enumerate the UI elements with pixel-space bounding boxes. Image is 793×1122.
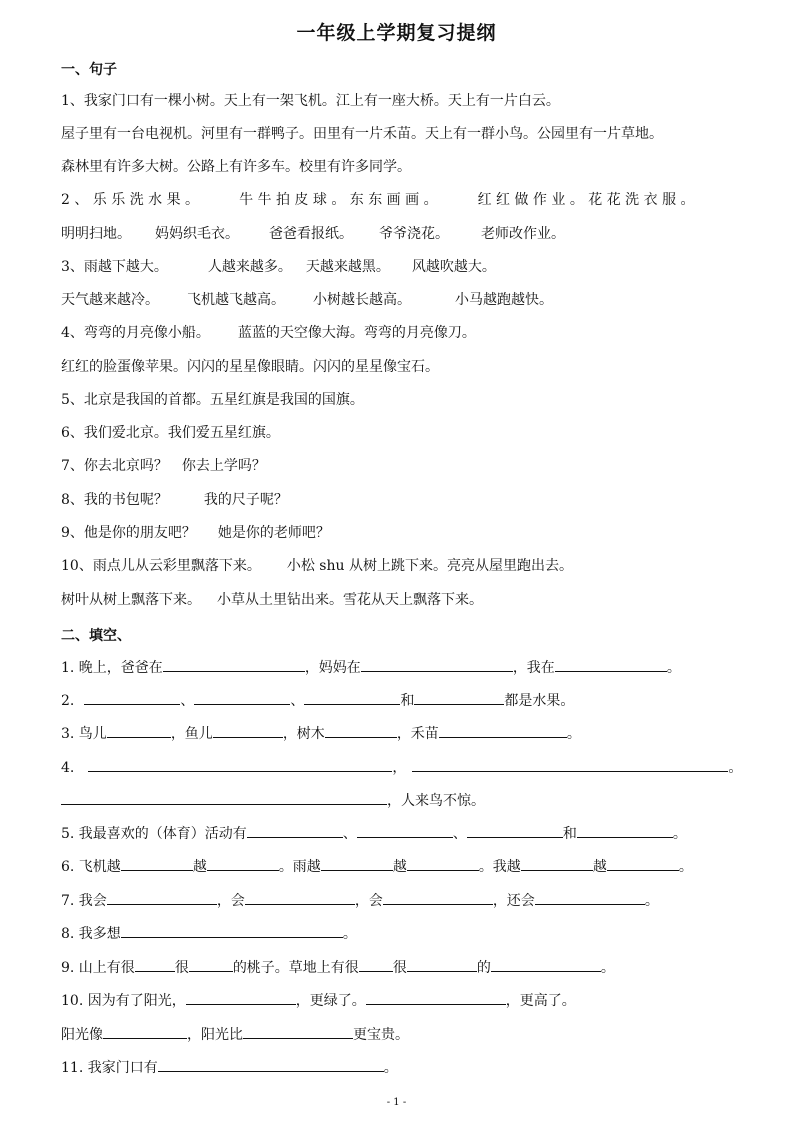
sentence-line: 屋子里有一台电视机。河里有一群鸭子。田里有一片禾苗。天上有一群小鸟。公园里有一片草地。 <box>61 126 663 142</box>
sentence-line: 10、雨点儿从云彩里飘落下来。 小松 shu 从树上跳下来。亮亮从屋里跑出去。 <box>61 558 573 574</box>
sentence-line: 7、你去北京吗？ 你去上学吗？ <box>61 458 266 474</box>
section-heading-fill-in: 二、填空、 <box>61 628 131 644</box>
answer-blank[interactable] <box>412 758 728 772</box>
answer-blank[interactable] <box>555 658 667 672</box>
answer-blank[interactable] <box>439 724 567 738</box>
answer-blank[interactable] <box>135 958 175 972</box>
page-number: - 1 - <box>386 1097 407 1108</box>
sentence-line: 5、北京是我国的首都。五星红旗是我国的国旗。 <box>61 392 364 408</box>
answer-blank[interactable] <box>414 691 504 705</box>
answer-blank[interactable] <box>103 1025 187 1039</box>
answer-blank[interactable] <box>107 724 171 738</box>
sentence-line: 森林里有许多大树。公路上有许多车。校里有许多同学。 <box>61 159 411 175</box>
sentence-line: 3、雨越下越大。 人越来越多。 天越来越黑。 风越吹越大。 <box>61 259 496 275</box>
answer-blank[interactable] <box>213 724 283 738</box>
fill-in-question: 4. ， 。 <box>61 760 743 776</box>
answer-blank[interactable] <box>325 724 397 738</box>
answer-blank[interactable] <box>121 924 343 938</box>
sentence-line: 6、我们爱北京。我们爱五星红旗。 <box>61 425 280 441</box>
answer-blank[interactable] <box>321 857 393 871</box>
answer-blank[interactable] <box>366 991 506 1005</box>
fill-in-question: 阳光像 ，阳光比 更宝贵。 <box>61 1027 409 1043</box>
sentence-line: 1、我家门口有一棵小树。天上有一架飞机。江上有一座大桥。天上有一片白云。 <box>61 93 560 109</box>
fill-in-question: 10. 因为有了阳光， ，更绿了。 ，更高了。 <box>61 993 576 1009</box>
answer-blank[interactable] <box>245 891 355 905</box>
fill-in-question: 6. 飞机越 越 。雨越 越 。我越 越 。 <box>61 859 693 875</box>
answer-blank[interactable] <box>88 758 392 772</box>
sentence-line: 8、我的书包呢？ 我的尺子呢？ <box>61 492 288 508</box>
section-heading-sentences: 一、句子 <box>61 62 117 78</box>
answer-blank[interactable] <box>121 857 193 871</box>
answer-blank[interactable] <box>521 857 593 871</box>
answer-blank[interactable] <box>304 691 400 705</box>
answer-blank[interactable] <box>383 891 493 905</box>
answer-blank[interactable] <box>158 1058 384 1072</box>
answer-blank[interactable] <box>407 958 477 972</box>
sentence-line: 明明扫地。 妈妈织毛衣。 爸爸看报纸。 爷爷浇花。 老师改作业。 <box>61 226 565 242</box>
sentence-line: 4、弯弯的月亮像小船。 蓝蓝的天空像大海。弯弯的月亮像刀。 <box>61 325 476 341</box>
answer-blank[interactable] <box>84 691 180 705</box>
answer-blank[interactable] <box>359 958 393 972</box>
sentence-line: 红红的脸蛋像苹果。闪闪的星星像眼睛。闪闪的星星像宝石。 <box>61 359 439 375</box>
answer-blank[interactable] <box>194 691 290 705</box>
fill-in-question: 1. 晚上，爸爸在 ，妈妈在 ，我在 。 <box>61 660 681 676</box>
answer-blank[interactable] <box>577 824 673 838</box>
fill-in-question: 9. 山上有很 很 的桃子。草地上有很 很 的 。 <box>61 960 615 976</box>
answer-blank[interactable] <box>207 857 279 871</box>
fill-in-question: ，人来鸟不惊。 <box>61 791 751 810</box>
fill-in-question: 7. 我会 ，会 ，会 ，还会 。 <box>61 893 659 909</box>
answer-blank[interactable] <box>607 857 679 871</box>
answer-blank[interactable] <box>467 824 563 838</box>
sentence-line: 9、他是你的朋友吧？ 她是你的老师吧？ <box>61 525 330 541</box>
answer-blank[interactable] <box>247 824 343 838</box>
answer-blank[interactable] <box>535 891 645 905</box>
fill-in-question: 2. 、 、 和 都是水果。 <box>61 693 575 709</box>
sentence-line: 树叶从树上飘落下来。 小草从土里钻出来。雪花从天上飘落下来。 <box>61 592 483 608</box>
sentence-line: 2 、 乐 乐 洗 水 果 。 牛 牛 拍 皮 球 。 东 东 画 画 。 红 红 做 作 业 。 花 花 洗 衣 服 。 <box>61 192 695 208</box>
answer-blank[interactable] <box>189 958 233 972</box>
sentence-line: 天气越来越冷。 飞机越飞越高。 小树越长越高。 小马越跑越快。 <box>61 292 553 308</box>
answer-blank[interactable] <box>361 658 513 672</box>
answer-blank[interactable] <box>243 1025 353 1039</box>
fill-in-question: 5. 我最喜欢的（体育）活动有 、 、 和 。 <box>61 826 687 842</box>
answer-blank[interactable] <box>407 857 479 871</box>
answer-blank[interactable] <box>163 658 305 672</box>
fill-in-question: 3. 鸟儿 ，鱼儿 ，树木 ，禾苗 。 <box>61 726 581 742</box>
answer-blank[interactable] <box>186 991 296 1005</box>
page-title: 一年级上学期复习提纲 <box>296 22 497 44</box>
answer-blank[interactable] <box>61 791 387 805</box>
fill-in-question: 11. 我家门口有 。 <box>61 1060 398 1076</box>
answer-blank[interactable] <box>491 958 601 972</box>
answer-blank[interactable] <box>357 824 453 838</box>
answer-blank[interactable] <box>107 891 217 905</box>
fill-in-question: 8. 我多想 。 <box>61 926 357 942</box>
